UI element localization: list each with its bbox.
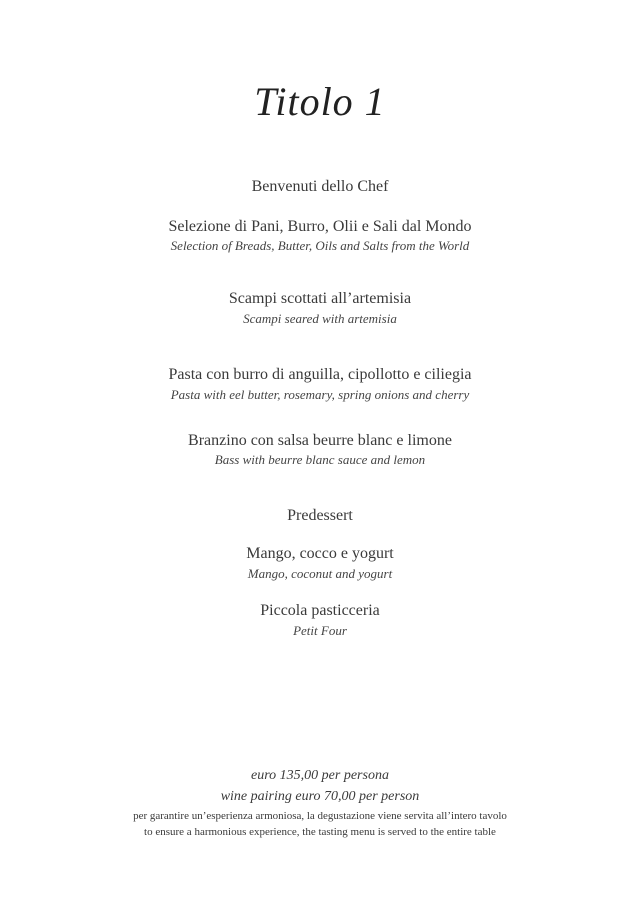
course-2-italian: Scampi scottati all’artemisia — [228, 290, 412, 307]
note-english: to ensure a harmonious experience, the tasting menu is served to the entire table — [144, 826, 496, 838]
course-3-english: Pasta with eel butter, rosemary, spring onions and cherry — [170, 387, 470, 402]
page-title: Titolo 1 — [254, 79, 386, 124]
course-1-italian: Selezione di Pani, Burro, Olii e Sali dal Mondo — [168, 218, 472, 235]
dessert-2-italian: Piccola pasticceria — [260, 602, 380, 619]
course-3-italian: Pasta con burro di anguilla, cipollotto e ciliegia — [168, 366, 472, 383]
course-1-english: Selection of Breads, Butter, Oils and Salts from the World — [170, 238, 470, 253]
note-italian: per garantire un’esperienza armoniosa, la degustazione viene servita all’intero tavolo — [133, 810, 507, 822]
predessert-line: Predessert — [287, 507, 353, 524]
dessert-1-english: Mango, coconut and yogurt — [247, 566, 393, 581]
welcome-line: Benvenuti dello Chef — [251, 178, 389, 195]
price-line: euro 135,00 per persona — [251, 768, 389, 783]
course-2-english: Scampi seared with artemisia — [243, 311, 397, 326]
dessert-2-english: Petit Four — [293, 623, 347, 638]
dessert-1-italian: Mango, cocco e yogurt — [246, 545, 394, 562]
course-4-italian: Branzino con salsa beurre blanc e limone — [188, 432, 452, 449]
course-4-english: Bass with beurre blanc sauce and lemon — [214, 452, 426, 467]
wine-pairing-line: wine pairing euro 70,00 per person — [220, 789, 420, 804]
